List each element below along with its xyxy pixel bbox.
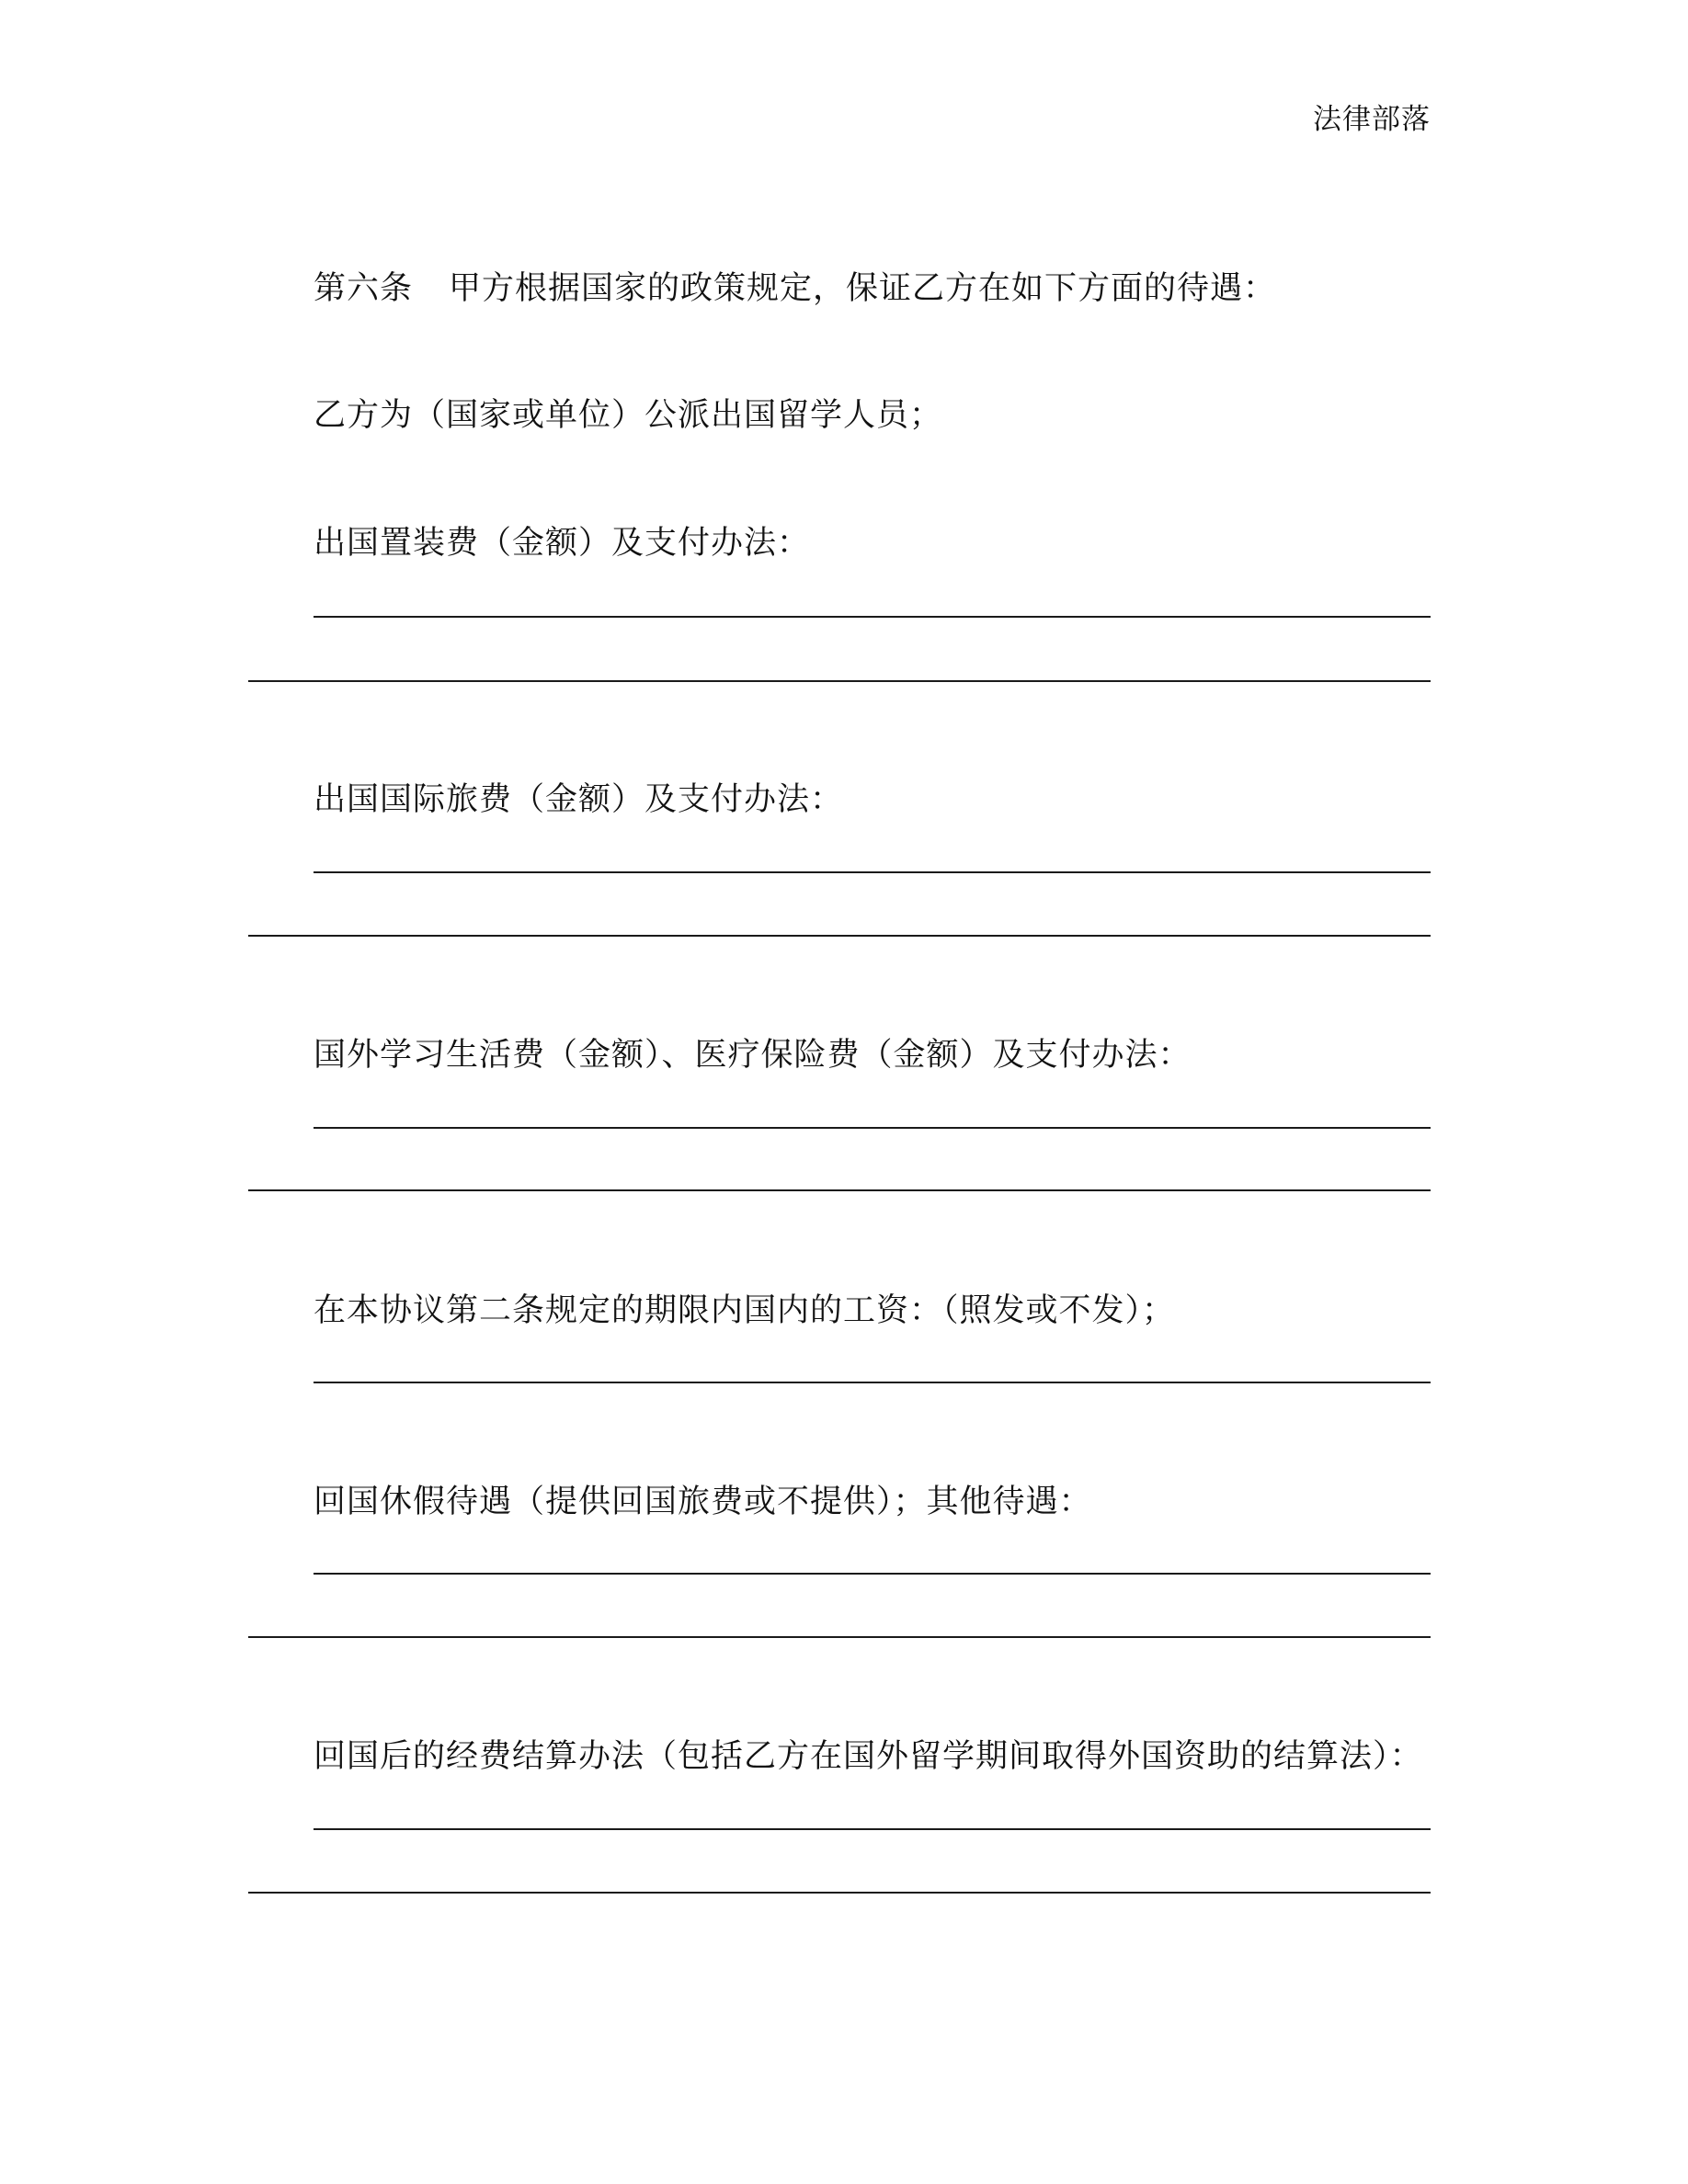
fill-in-line[interactable]: [314, 871, 1431, 873]
item-domestic-salary: 在本协议第二条规定的期限内国内的工资：（照发或不发）；: [314, 1292, 1176, 1329]
item-official-status: 乙方为（国家或单位）公派出国留学人员；: [314, 397, 943, 434]
page-header-brand: 法律部落: [1313, 103, 1431, 136]
item-outfit-allowance: 出国置装费（金额）及支付办法：: [314, 525, 811, 562]
fill-in-line[interactable]: [314, 1127, 1431, 1129]
article-number: 第六条: [314, 270, 414, 307]
fill-in-line[interactable]: [314, 1828, 1431, 1830]
item-travel-expense: 出国国际旅费（金额）及支付办法：: [314, 781, 844, 818]
item-home-leave: 回国休假待遇（提供回国旅费或不提供）；其他待遇：: [314, 1484, 1092, 1520]
item-living-medical-expense: 国外学习生活费（金额）、医疗保险费（金额）及支付办法：: [314, 1037, 1192, 1074]
fill-in-line[interactable]: [248, 1189, 1431, 1191]
fill-in-line[interactable]: [314, 1382, 1431, 1383]
fill-in-line[interactable]: [248, 1636, 1431, 1638]
fill-in-line[interactable]: [248, 935, 1431, 937]
item-settlement-method: 回国后的经费结算办法（包括乙方在国外留学期间取得外国资助的结算法）：: [314, 1738, 1423, 1775]
fill-in-line[interactable]: [248, 680, 1431, 682]
fill-in-line[interactable]: [314, 1573, 1431, 1575]
fill-in-line[interactable]: [314, 616, 1431, 618]
article-heading: [314, 263, 1276, 309]
fill-in-line[interactable]: [248, 1892, 1431, 1894]
article-intro: 甲方根据国家的政策规定，保证乙方在如下方面的待遇：: [449, 270, 1277, 307]
